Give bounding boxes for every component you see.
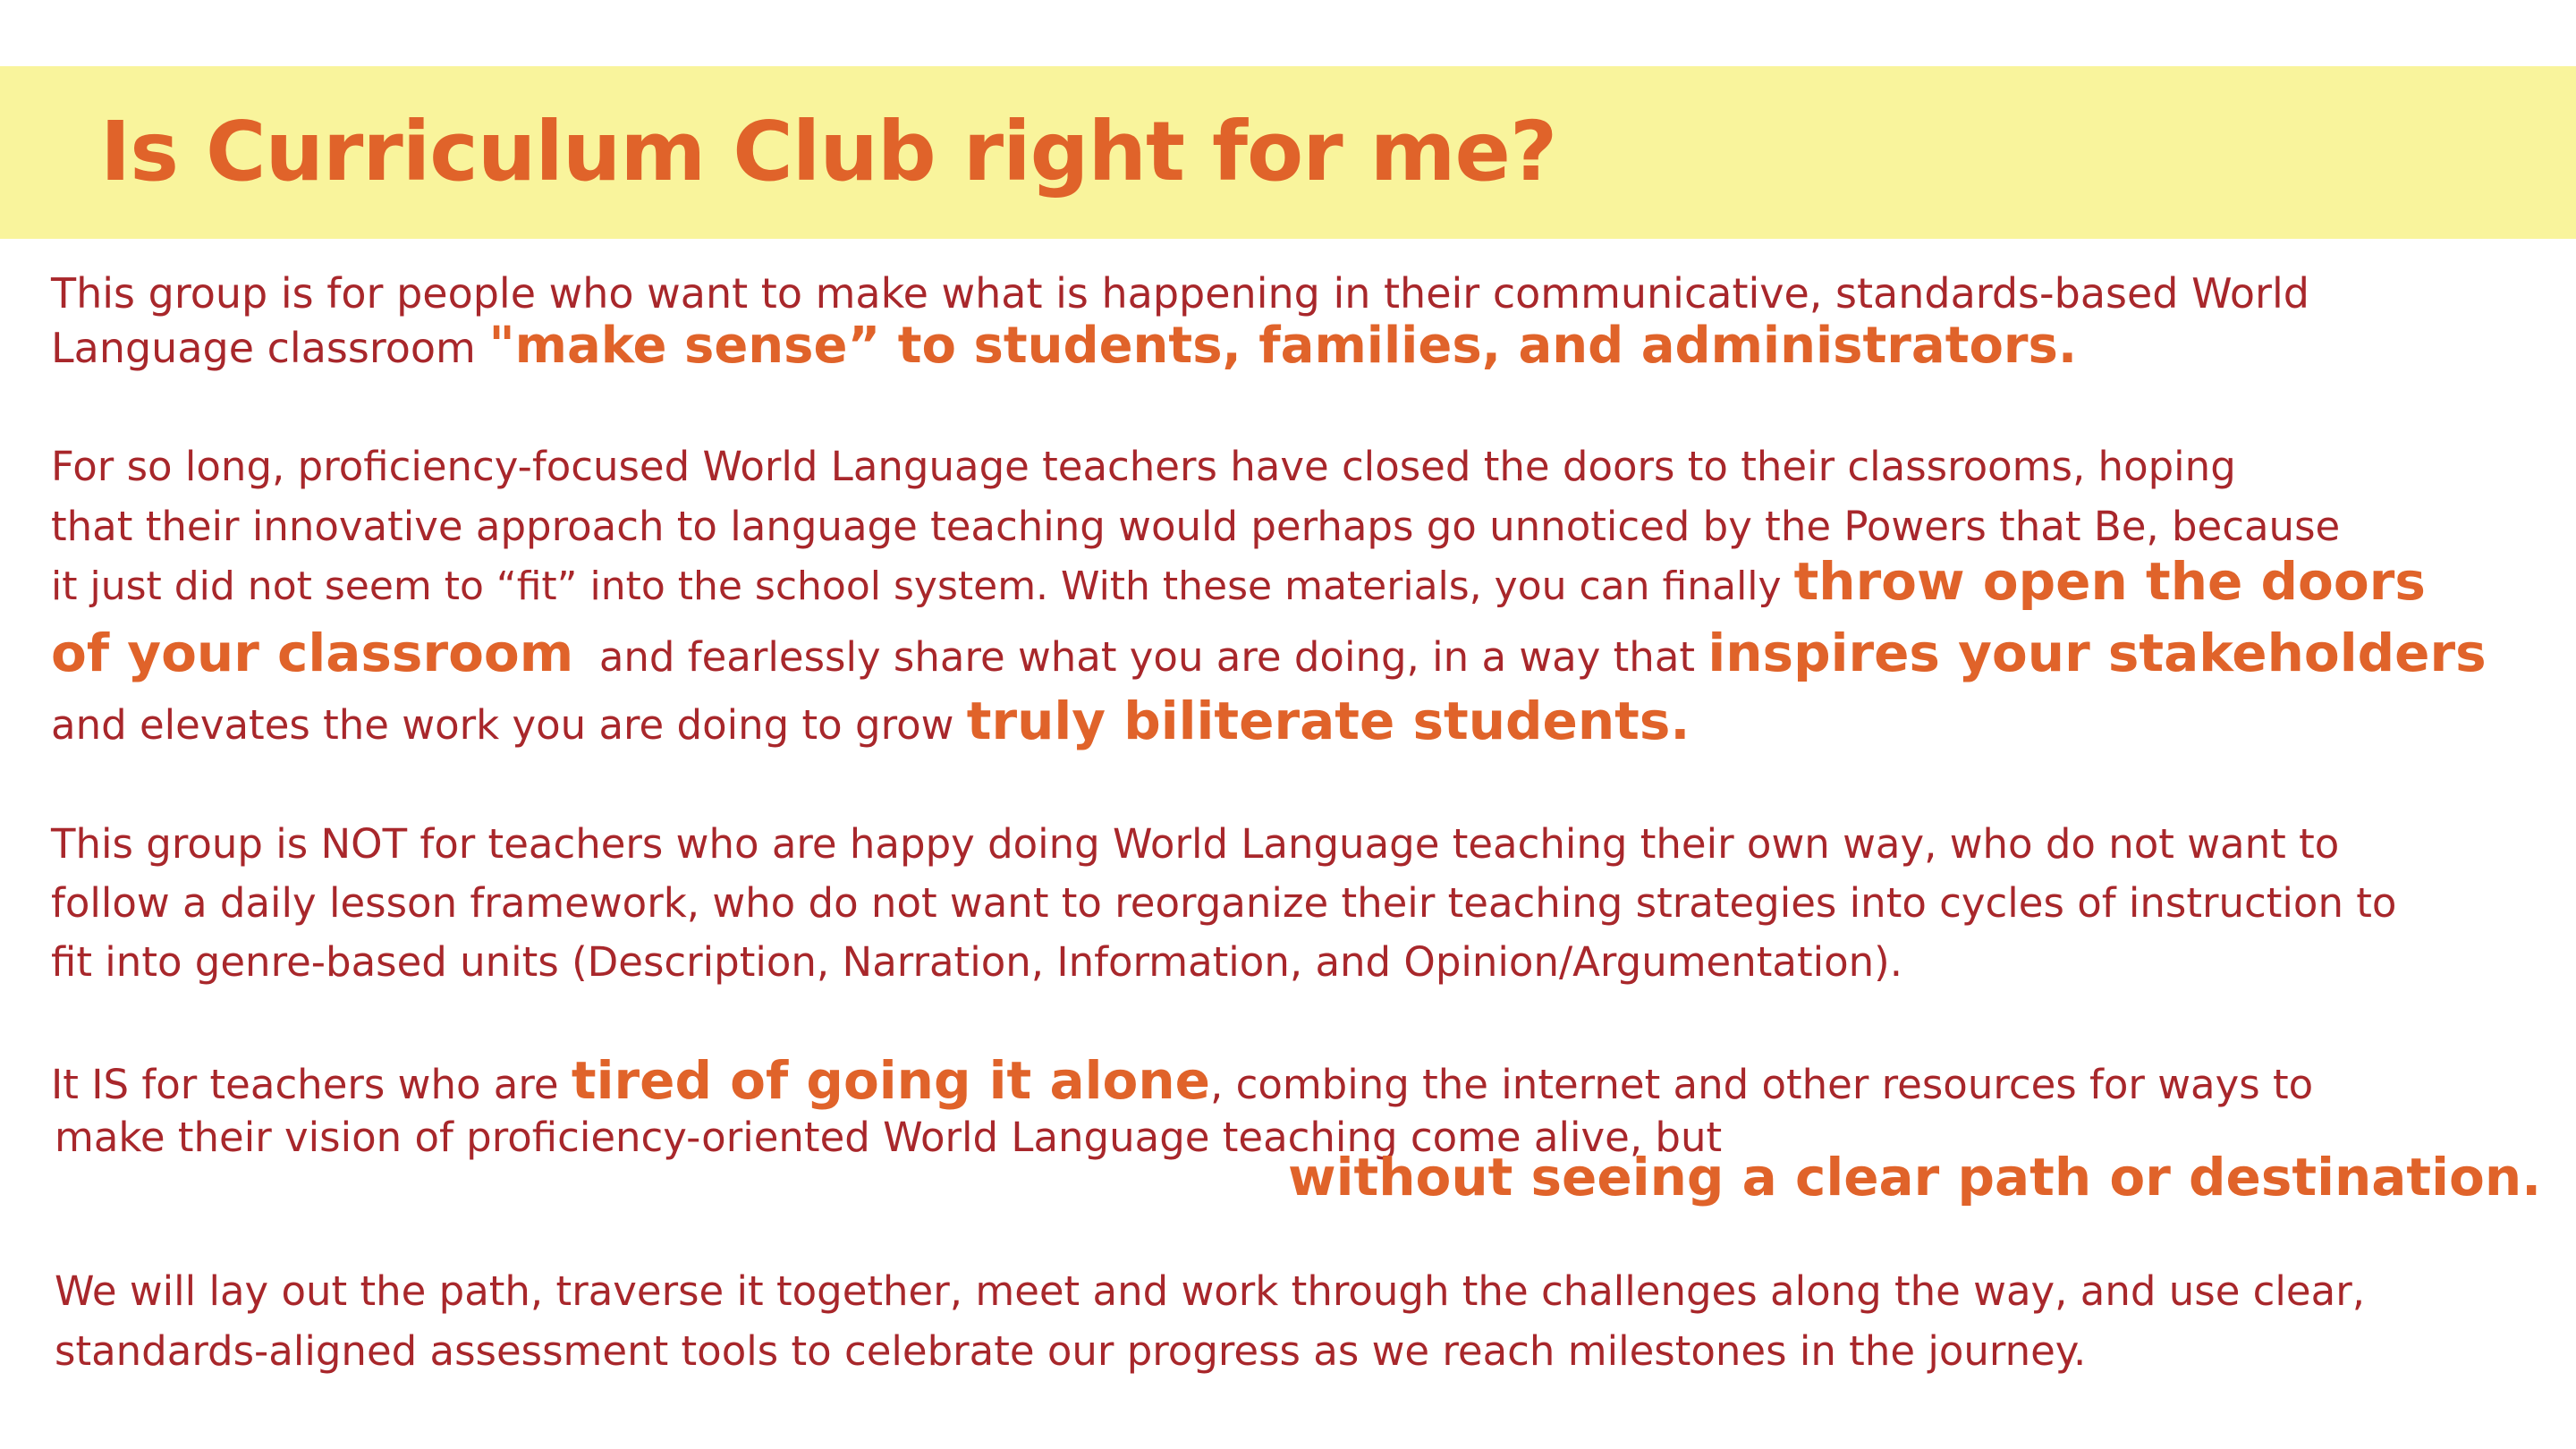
p2-emphasis-3: inspires your stakeholders: [1707, 623, 2487, 683]
p4-line-1-text: It IS for teachers who are: [51, 1061, 559, 1108]
p5-line-2: standards-aligned assessment tools to celebrate our progress as we reach milestones in the journey.: [55, 1327, 2087, 1375]
p1-line-2: [51, 319, 2077, 375]
p1-line-2-text: Language classroom: [51, 324, 476, 372]
p1-line-1: This group is for people who want to make what is happening in their communicative, standards-based World: [51, 269, 2309, 318]
p4-emphasis-1: tired of going it alone: [571, 1050, 1210, 1111]
p5-line-1: We will lay out the path, traverse it together, meet and work through the challenges along the way, and use clear,: [55, 1267, 2365, 1315]
p3-line-2: follow a daily lesson framework, who do not want to reorganize their teaching strategies into cycles of instruction to: [51, 879, 2397, 927]
p4-line-1: [51, 1050, 2314, 1112]
p2-line-3: [51, 551, 2426, 614]
p4-line-1-end: , combing the internet and other resources for ways to: [1209, 1061, 2314, 1108]
p3-line-3: fit into genre-based units (Description, Narration, Information, and Opinion/Argumentation).: [51, 938, 1903, 986]
p2-emphasis-4: truly biliterate students.: [966, 691, 1690, 751]
p4-line-2: make their vision of proficiency-oriented World Language teaching come alive, but: [55, 1114, 1723, 1161]
p1-emphasis: "make sense” to students, families, and administrators.: [488, 317, 2078, 375]
p4-emphasis-2: without seeing a clear path or destination.: [1288, 1147, 2542, 1208]
p2-emphasis-2: of your classroom: [51, 623, 574, 683]
p2-line-2: that their innovative approach to language teaching would perhaps go unnoticed by the Powers that Be, because: [51, 503, 2341, 550]
page-title: Is Curriculum Club right for me?: [100, 104, 1557, 199]
p2-line-3-text: it just did not seem to “fit” into the school system. With these materials, you can finally: [51, 564, 1782, 609]
p2-line-4: [51, 623, 2487, 684]
p2-line-5: [51, 691, 1690, 752]
p3-line-1: This group is NOT for teachers who are happy doing World Language teaching their own way, who do not want to: [51, 820, 2340, 868]
p2-emphasis-1: throw open the doors: [1793, 551, 2426, 612]
p2-line-5-text: and elevates the work you are doing to grow: [51, 701, 954, 749]
p2-line-1: For so long, proficiency-focused World Language teachers have closed the doors to their classrooms, hoping: [51, 443, 2236, 490]
p4-line-3: [1288, 1147, 2542, 1208]
p2-line-4-text: and fearlessly share what you are doing, in a way that: [598, 633, 1696, 681]
